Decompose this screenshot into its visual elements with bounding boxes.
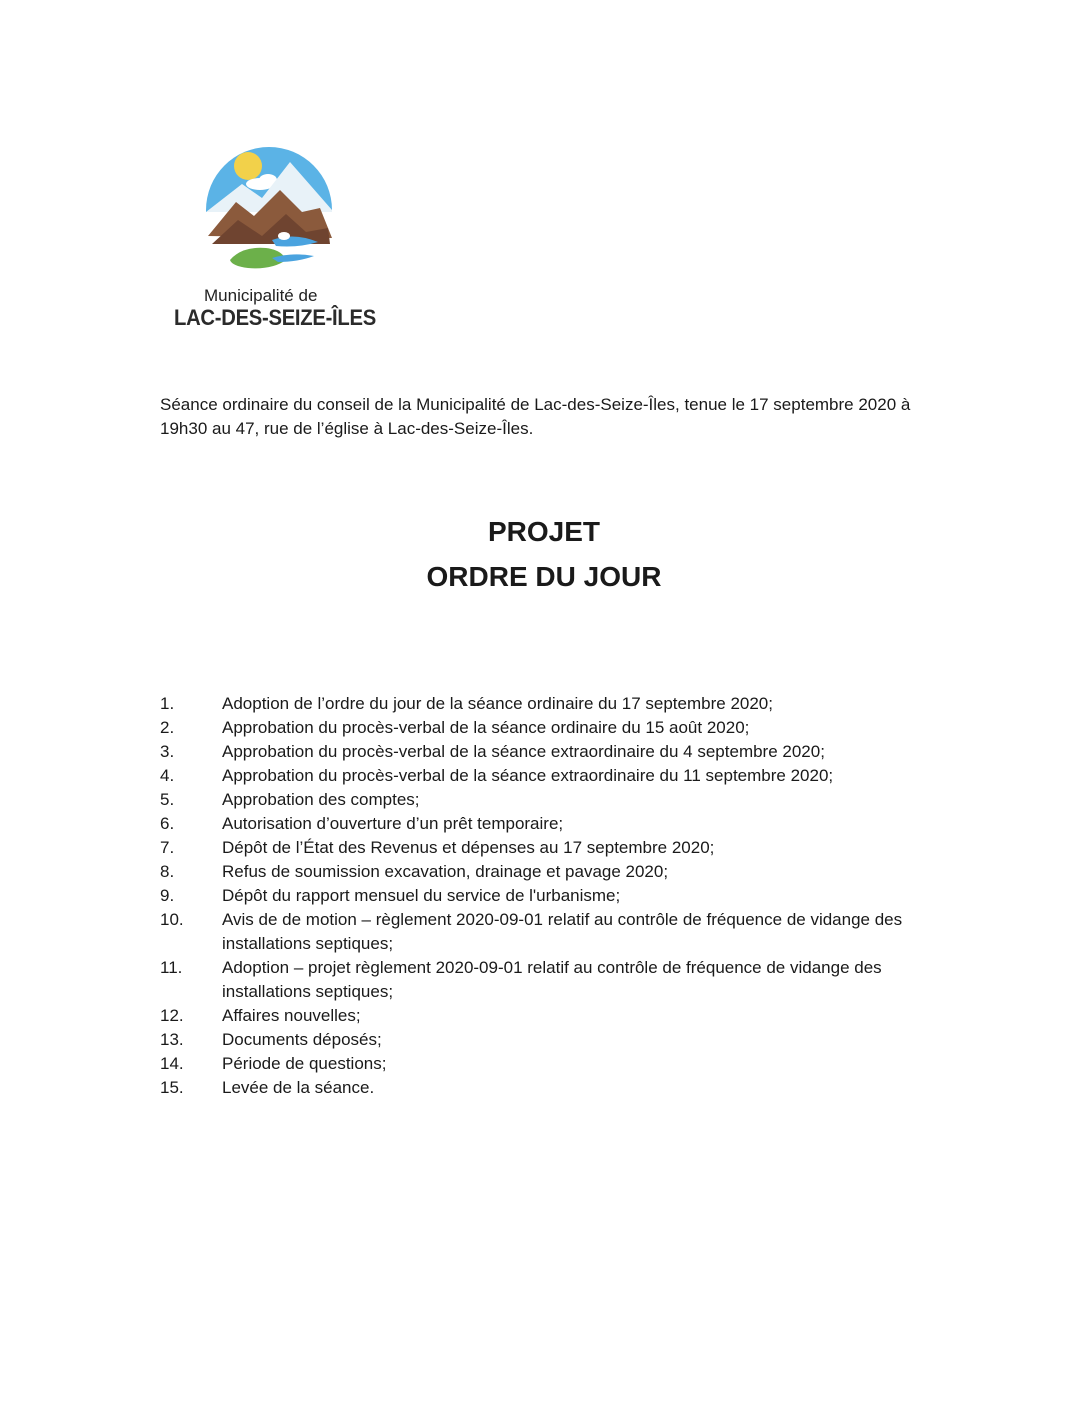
agenda-item-text: Approbation des comptes; bbox=[222, 790, 420, 809]
agenda-item-number: 14. bbox=[160, 1054, 184, 1073]
agenda-item bbox=[160, 908, 940, 956]
agenda-item bbox=[160, 740, 940, 764]
agenda-item bbox=[160, 1052, 940, 1076]
agenda-item bbox=[160, 1028, 940, 1052]
agenda-item bbox=[160, 884, 940, 908]
agenda-item-number: 13. bbox=[160, 1030, 184, 1049]
document-title-line1: PROJET bbox=[487, 516, 601, 547]
agenda-item-text: Affaires nouvelles; bbox=[222, 1006, 361, 1025]
document-title-line2: ORDRE DU JOUR bbox=[426, 561, 662, 592]
session-intro-paragraph: Séance ordinaire du conseil de la Municipalité de Lac-des-Seize-Îles, tenue le 17 septembre 2020 à 19h30 au 47, rue de l’église à Lac-des-Seize-Îles. bbox=[160, 395, 911, 438]
agenda-item-text: Adoption de l’ordre du jour de la séance ordinaire du 17 septembre 2020; bbox=[222, 694, 773, 713]
agenda-item-text: Dépôt de l’État des Revenus et dépenses au 17 septembre 2020; bbox=[222, 838, 715, 857]
logo-subtitle: Municipalité de bbox=[204, 286, 318, 305]
agenda-item-number: 9. bbox=[160, 886, 175, 905]
agenda-item-text: Levée de la séance. bbox=[222, 1078, 375, 1097]
agenda-item-text: Avis de de motion – règlement 2020-09-01 relatif au contrôle de fréquence de vidange des installations septiques; bbox=[222, 910, 903, 953]
agenda-item bbox=[160, 716, 940, 740]
agenda-item-text: Dépôt du rapport mensuel du service de l'urbanisme; bbox=[222, 886, 621, 905]
logo-title: LAC-DES-SEIZE-ÎLES bbox=[174, 305, 376, 330]
agenda-item bbox=[160, 764, 940, 788]
agenda-item-number: 3. bbox=[160, 742, 175, 761]
agenda-item bbox=[160, 692, 940, 716]
agenda-item bbox=[160, 1004, 940, 1028]
agenda-item-number: 12. bbox=[160, 1006, 184, 1025]
agenda-item bbox=[160, 1076, 940, 1100]
agenda-item-text: Approbation du procès-verbal de la séance extraordinaire du 11 septembre 2020; bbox=[222, 766, 834, 785]
agenda-item-text: Adoption – projet règlement 2020-09-01 relatif au contrôle de fréquence de vidange des installations septiques; bbox=[222, 958, 882, 1001]
agenda-item-number: 4. bbox=[160, 766, 175, 785]
agenda-item-text: Documents déposés; bbox=[222, 1030, 382, 1049]
agenda-item bbox=[160, 860, 940, 884]
agenda-list bbox=[160, 692, 940, 1100]
agenda-item bbox=[160, 812, 940, 836]
agenda-item bbox=[160, 836, 940, 860]
agenda-item bbox=[160, 788, 940, 812]
agenda-item-text: Autorisation d’ouverture d’un prêt temporaire; bbox=[222, 814, 564, 833]
agenda-item-number: 11. bbox=[160, 958, 183, 977]
agenda-item-number: 10. bbox=[160, 910, 184, 929]
agenda-item-text: Période de questions; bbox=[222, 1054, 387, 1073]
agenda-item-text: Refus de soumission excavation, drainage et pavage 2020; bbox=[222, 862, 669, 881]
agenda-item-number: 6. bbox=[160, 814, 175, 833]
agenda-item-number: 2. bbox=[160, 718, 175, 737]
agenda-item-text: Approbation du procès-verbal de la séance ordinaire du 15 août 2020; bbox=[222, 718, 750, 737]
agenda-item-text: Approbation du procès-verbal de la séance extraordinaire du 4 septembre 2020; bbox=[222, 742, 825, 761]
agenda-item-number: 15. bbox=[160, 1078, 184, 1097]
agenda-item bbox=[160, 956, 940, 1004]
agenda-item-number: 1. bbox=[160, 694, 175, 713]
agenda-item-number: 5. bbox=[160, 790, 175, 809]
municipality-logo bbox=[164, 140, 374, 340]
mountain-lake-logo-icon bbox=[202, 140, 336, 278]
agenda-item-number: 8. bbox=[160, 862, 175, 881]
agenda-item-number: 7. bbox=[160, 838, 175, 857]
